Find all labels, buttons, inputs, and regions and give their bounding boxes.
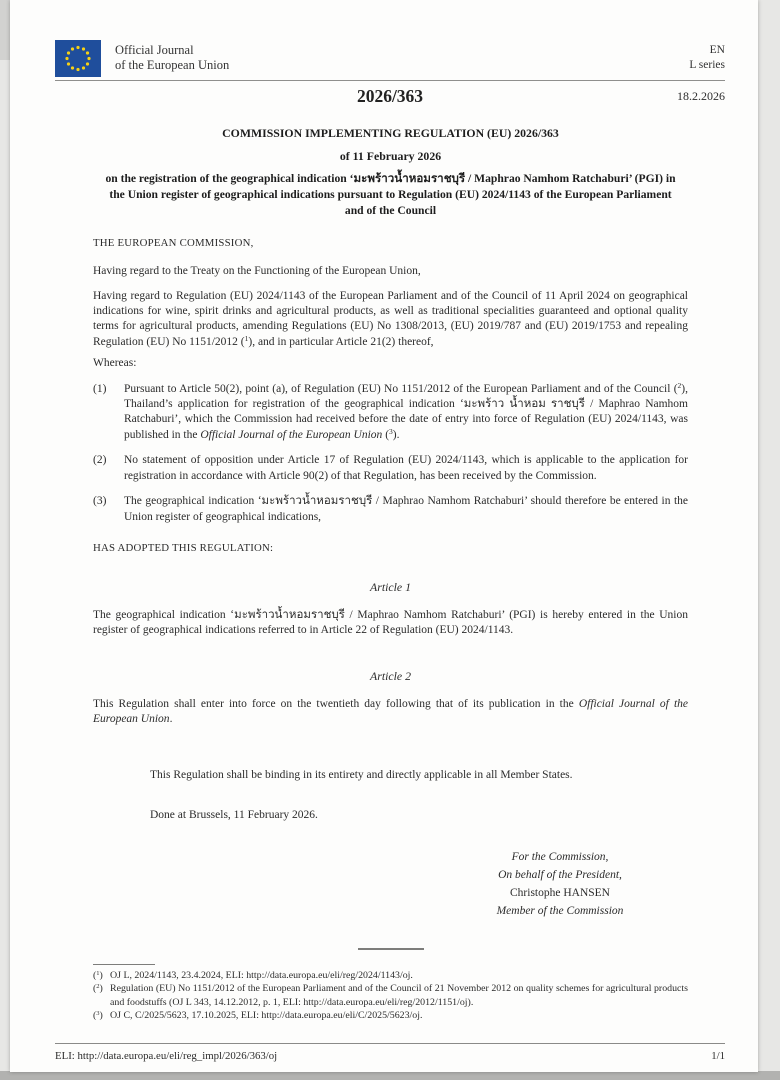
- footnotes-block: [93, 964, 688, 1022]
- recital-3-text: The geographical indication ‘มะพร้าวน้ำหอมราชบุรี / Maphrao Namhom Ratchaburi’ should therefore be entered in the Union register of geographical indications,: [124, 495, 688, 523]
- recital-1-number: (1): [93, 382, 107, 395]
- recital-1: [93, 382, 688, 444]
- article-2-heading: Article 2: [370, 668, 411, 683]
- recital-2: [93, 453, 688, 484]
- article-1-body: The geographical indication ‘มะพร้าวน้ำหอมราชบุรี / Maphrao Namhom Ratchaburi’ (PGI) is hereby entered in the Union register of geographical indications referred to in Article 22 of Regulation (EU) 2024/1143.: [93, 608, 688, 637]
- recital-3: [93, 494, 688, 525]
- article-2-body: This Regulation shall enter into force on the twentieth day following that of its publication in the Official Journal of the European Union.: [93, 697, 688, 726]
- signature-on-behalf: On behalf of the President,: [498, 868, 622, 881]
- recital-2-number: (2): [93, 454, 107, 467]
- language-series: [689, 40, 725, 73]
- footnote-separator-rule: [93, 964, 155, 965]
- citation-treaty: Having regard to the Treaty on the Functioning of the European Union,: [93, 265, 421, 278]
- footnote-ref-1: 1: [244, 333, 249, 343]
- signature-block: [430, 848, 690, 920]
- signature-role: Member of the Commission: [496, 904, 624, 917]
- regulation-date-line: of 11 February 2026: [339, 149, 442, 164]
- place-date-line: Done at Brussels, 11 February 2026.: [150, 809, 318, 822]
- footnote-ref-2: 2: [677, 380, 682, 390]
- citation-regulation: Having regard to Regulation (EU) 2024/1143 of the European Parliament and of the Council of 11 April 2024 on geographical indications for wine, spirit drinks and agricultural products, as well as traditional specialities guaranteed and optional quality terms for agricultural products, amending Regulations (EU) No 1308/2013, (EU) 2019/787 and (EU) 2019/1753 and repealing Regulation (EU) No 1151/2012 ($^1$), and in particular Article 21(2) thereof,: [93, 289, 688, 348]
- binding-clause: This Regulation shall be binding in its entirety and directly applicable in all Member States.: [150, 768, 573, 781]
- journal-title-line2: of the European Union: [115, 58, 230, 72]
- journal-title: [115, 40, 229, 73]
- photo-bottom-edge: [0, 1071, 780, 1080]
- footnote-3: [93, 1009, 688, 1022]
- journal-title-line1: Official Journal: [115, 43, 194, 57]
- recital-2-text: No statement of opposition under Article 17 of Regulation (EU) 2024/1143, which is applicable to the application for registration in accordance with Article 90(2) of that Regulation, has been received by the Commission.: [124, 454, 688, 482]
- footnote-3-marker: ($^3$): [93, 1009, 103, 1021]
- page-number: 1/1: [711, 1050, 725, 1062]
- footnote-2-text: Regulation (EU) No 1151/2012 of the European Parliament and of the Council of 21 November 2012 on quality schemes for agricultural products and foodstuffs (OJ L 343, 14.12.2012, p. 1, ELI: http://data.europa.eu/eli/reg/2012/1151/oj).: [110, 983, 688, 1008]
- article-1-heading: Article 1: [370, 580, 411, 595]
- series-label: L series: [689, 59, 725, 71]
- adoption-formula: HAS ADOPTED THIS REGULATION:: [93, 541, 274, 554]
- page-header: [55, 40, 725, 110]
- recital-1-text: Pursuant to Article 50(2), point (a), of Regulation (EU) No 1151/2012 of the European Parliament and of the Council ($^2$), Thailand’s application for registration of the geographical indication ‘มะพร้าว น้ำหอม ราชบุรี / Maphrao Namhom Ratchaburi’, which the Commission had received before the date of entry into force of Regulation (EU) 2024/1143, was published in the Official Journal of the European Union ($^3$).: [124, 380, 688, 441]
- footnote-ref-3: 3: [389, 426, 393, 436]
- footer-rule: [55, 1043, 725, 1044]
- publication-date: 18.2.2026: [677, 89, 725, 103]
- regulation-title: COMMISSION IMPLEMENTING REGULATION (EU) 2026/363: [222, 126, 559, 140]
- eli-identifier: ELI: http://data.europa.eu/eli/reg_impl/2026/363/oj: [55, 1050, 278, 1062]
- footnote-3-text: OJ C, C/2025/5623, 17.10.2025, ELI: http://data.europa.eu/eli/C/2025/5623/oj.: [110, 1009, 423, 1021]
- header-rule: [55, 80, 725, 81]
- footnote-1-text: OJ L, 2024/1143, 23.4.2024, ELI: http://data.europa.eu/eli/reg/2024/1143/oj.: [110, 970, 413, 982]
- footnote-2: [93, 982, 688, 1008]
- document-page: [10, 0, 758, 1072]
- end-of-act-rule: [358, 948, 424, 950]
- footnote-1: [93, 969, 688, 982]
- footnote-1-marker: ($^1$): [93, 970, 103, 982]
- preamble-opening: THE EUROPEAN COMMISSION,: [93, 236, 254, 249]
- signature-for-commission: For the Commission,: [511, 850, 609, 863]
- footnote-2-marker: ($^2$): [93, 983, 103, 995]
- language-code: EN: [709, 44, 725, 56]
- regulation-subject: on the registration of the geographical indication ‘มะพร้าวน้ำหอมราชบุรี / Maphrao Namhom Ratchaburi’ (PGI) in the Union register of geographical indications pursuant to Regulation (EU) 2024/1143 of the European Parliament and of the Council: [105, 171, 676, 217]
- recital-3-number: (3): [93, 495, 107, 508]
- eu-flag-icon: [55, 40, 101, 77]
- signature-name: Christophe HANSEN: [510, 886, 610, 899]
- page-footer: [55, 1043, 725, 1062]
- document-number: 2026/363: [356, 86, 424, 106]
- document-body: [93, 126, 688, 950]
- whereas-label: Whereas:: [93, 357, 137, 370]
